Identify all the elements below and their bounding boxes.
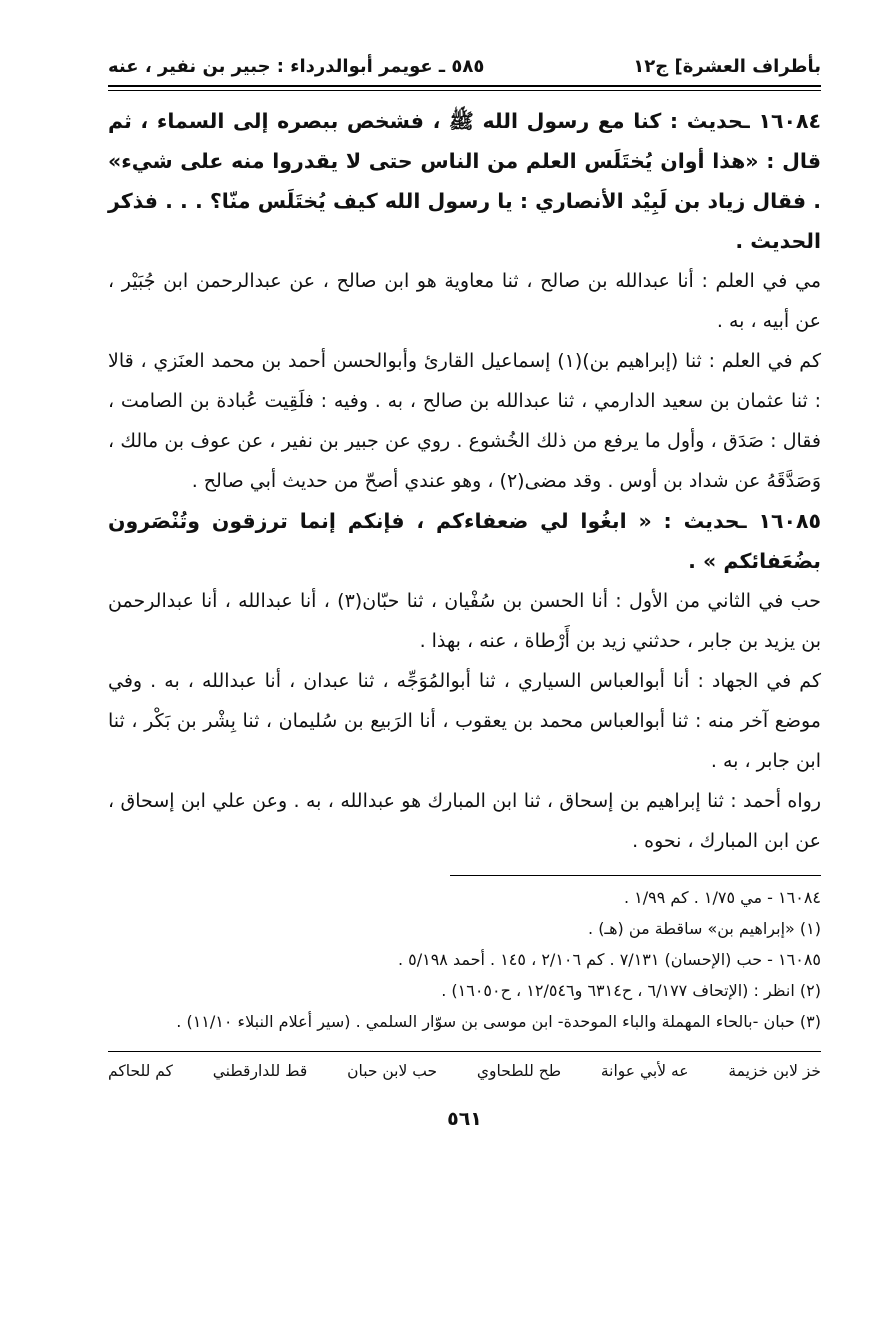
footnote: (٢) انظر : (الإتحاف ٦/١٧٧ ، ح٦٣١٤ و١٢/٥٤٦ ، ح١٦٠٥٠) . [441,981,821,1000]
hadith-16085: ١٦٠٨٥ ـحديث : « ابغُوا لي ضعفاءكم ، فإنكم إنما ترزقون وتُنْصَرون بضُعَفائكم » . [108,509,821,573]
header-left: ٥٨٥ ـ عويمر أبوالدرداء : جبير بن نفير ، عنه [108,56,485,77]
paragraph: كم في الجهاد : أنا أبوالعباس السياري ، ثنا أبوالمُوَجِّه ، ثنا عبدان ، أنا عبدالله ، به . وفي موضع آخر منه : ثنا أبوالعباس محمد بن يعقوب ، أنا الرَبيع بن سُليمان ، ثنا بِشْر بن بَكْر ، ثنا ابن جابر ، به . [108,670,821,772]
footnote: (٣) حبان -بالحاء المهملة والباء الموحدة- ابن موسى بن سوّار السلمي . (سير أعلام النبلاء ١١/١٠) . [176,1012,821,1031]
footnotes [108,882,821,1037]
main-text [108,101,821,861]
footnote: (١) «إبراهيم بن» ساقطة من (هـ) . [588,919,821,938]
header-rule-thin [108,90,821,91]
paragraph: رواه أحمد : ثنا إبراهيم بن إسحاق ، ثنا ابن المبارك هو عبدالله ، به . وعن علي ابن إسحاق ، عن ابن المبارك ، نحوه . [108,790,821,852]
paragraph: حب في الثاني من الأول : أنا الحسن بن سُفْيان ، ثنا حبّان(٣) ، أنا عبدالله ، أنا عبدالرحمن بن يزيد بن جابر ، حدثني زيد بن أَرْطاة ، عنه ، بهذا . [108,590,821,652]
abbreviation: خز لابن خزيمة [728,1062,821,1080]
abbreviation-key [108,1052,821,1080]
paragraph: مي في العلم : أنا عبدالله بن صالح ، ثنا معاوية هو ابن صالح ، عن عبدالرحمن ابن جُبَيْر ، عن أبيه ، به . [108,270,821,332]
running-header [108,56,821,83]
abbreviation: عه لأبي عوانة [600,1062,689,1080]
footnote: ١٦٠٨٥ - حب (الإحسان) ٧/١٣١ . كم ٢/١٠٦ ، ١٤٥ . أحمد ٥/١٩٨ . [397,950,821,969]
paragraph: كم في العلم : ثنا (إبراهيم بن)(١) إسماعيل القارئ وأبوالحسن أحمد بن محمد العنَزي ، قالا : ثنا عثمان بن سعيد الدارمي ، ثنا عبدالله بن صالح ، به . وفيه : فلَقِيت عُبادة بن الصامت ، فقال : صَدَق ، وأول ما يرفع من ذلك الخُشوع . روي عن جبير بن نفير ، عن عوف بن مالك ، وَصَدَّقَهُ عن شداد بن أوس . وقد مضى(٢) ، وهو عندي أصحّ من حديث أبي صالح . [108,350,821,492]
header-rule [108,85,821,87]
abbreviation: قط للدارقطني [212,1062,308,1080]
abbreviation: طح للطحاوي [476,1062,562,1080]
abbreviation: كم للحاكم [108,1062,173,1080]
hadith-16084: ١٦٠٨٤ ـحديث : كنا مع رسول الله ﷺ ، فشخص ببصره إلى السماء ، ثم قال : «هذا أوان يُختَلَس العلم من الناس حتى لا يقدروا منه على شيء» . فقال زياد بن لَبِيْد الأنصاري : يا رسول الله كيف يُختَلَس منّا؟ . . . فذكر الحديث . [108,109,821,253]
footnote-rule [450,875,821,876]
header-right: بأطراف العشرة] ج١٢ [633,56,821,77]
footnote: ١٦٠٨٤ - مي ١/٧٥ . كم ١/٩٩ . [623,888,821,907]
page-number: ٥٦١ [447,1108,482,1130]
abbreviation: حب لابن حبان [347,1062,438,1080]
